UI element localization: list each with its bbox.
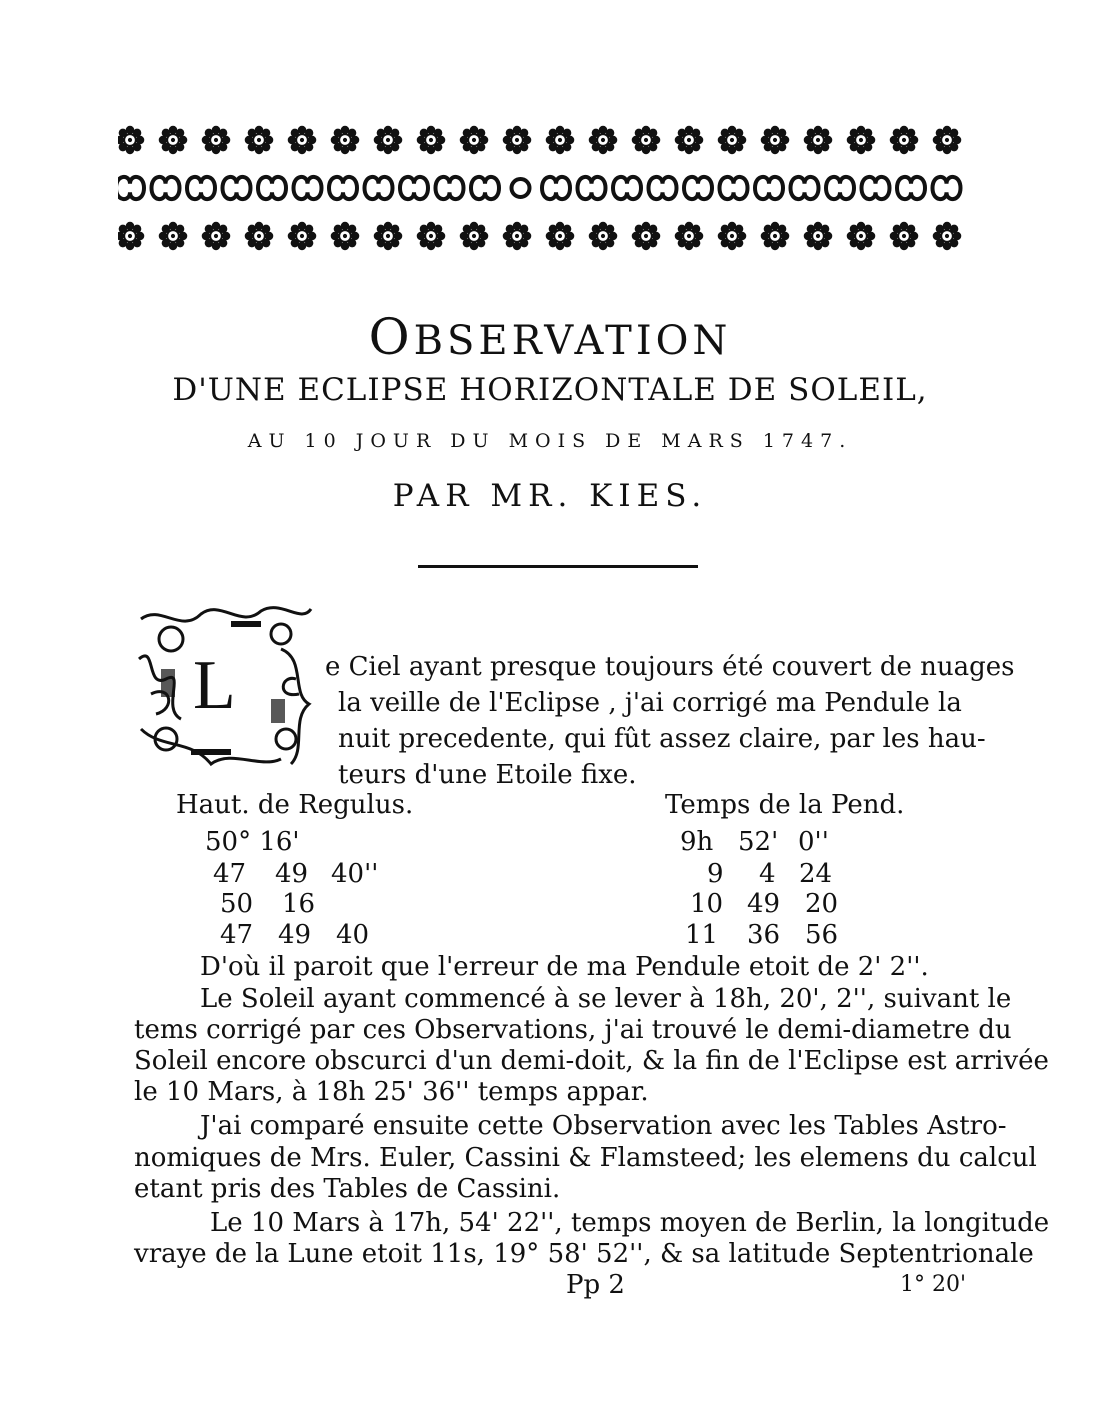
- scroll-ornament-icon: [329, 177, 357, 199]
- fleuron-icon: [460, 126, 489, 155]
- table-cell: 36: [747, 920, 781, 950]
- fleuron-icon: [589, 126, 618, 155]
- page-title: [0, 308, 1100, 366]
- fleuron-icon: [847, 222, 876, 251]
- scroll-ornament-icon: [258, 177, 286, 199]
- table-cell: 24: [799, 859, 833, 889]
- ornament-row-top: [118, 126, 961, 155]
- fleuron-icon: [718, 126, 747, 155]
- fleuron-icon: [890, 126, 919, 155]
- table-cell: 4: [759, 859, 776, 889]
- fleuron-icon: [761, 126, 790, 155]
- body-line: etant pris des Tables de Cassini.: [134, 1174, 561, 1204]
- scroll-ornament-icon: [223, 177, 251, 199]
- intro-line: la veille de l'Eclipse , j'ai corrigé ma Pendule la: [338, 688, 962, 718]
- drop-cap-letter: L: [193, 647, 236, 724]
- fleuron-icon: [503, 126, 532, 155]
- ornamental-header-band: [118, 118, 968, 258]
- ornament-row-bottom: [118, 222, 961, 251]
- fleuron-icon: [202, 222, 231, 251]
- table-row: [220, 920, 386, 950]
- fleuron-icon: [245, 126, 274, 155]
- table-cell: 9: [707, 859, 724, 889]
- scroll-ornament-icon: [187, 177, 215, 199]
- scroll-ornament-icon: [471, 177, 499, 199]
- fleuron-icon: [761, 222, 790, 251]
- body-line: tems corrigé par ces Observations, j'ai trouvé le demi-diametre du: [134, 1015, 1012, 1045]
- body-line: nomiques de Mrs. Euler, Cassini & Flamsteed; les elemens du calcul: [134, 1143, 1037, 1173]
- table-row: [205, 827, 440, 857]
- table-row: [220, 889, 378, 919]
- fleuron-icon: [718, 222, 747, 251]
- table-row: [213, 859, 391, 889]
- scroll-ornament-icon: [542, 177, 570, 199]
- body-line: vraye de la Lune etoit 11s, 19° 58' 52'', & sa latitude Septentrionale: [134, 1239, 1034, 1269]
- table-row: [707, 859, 849, 889]
- title-initial: O: [368, 308, 414, 366]
- fleuron-icon: [417, 126, 446, 155]
- body-line: J'ai comparé ensuite cette Observation avec les Tables Astro-: [200, 1111, 1007, 1141]
- fleuron-icon: [331, 126, 360, 155]
- fleuron-icon: [546, 222, 575, 251]
- table-row: [680, 827, 848, 857]
- scroll-ornament-icon: [436, 177, 464, 199]
- center-ring-icon: [512, 179, 530, 197]
- fleuron-icon: [890, 222, 919, 251]
- scroll-ornament-icon: [897, 177, 925, 199]
- fleuron-icon: [589, 222, 618, 251]
- intro-line: teurs d'une Etoile fixe.: [338, 760, 637, 790]
- table-cell: 47: [220, 920, 254, 950]
- table-cell: 10: [690, 889, 724, 919]
- body-line: le 10 Mars, à 18h 25' 36'' temps appar.: [134, 1077, 649, 1107]
- table-cell: 49: [278, 920, 312, 950]
- fleuron-icon: [546, 126, 575, 155]
- table-cell: 49: [747, 889, 781, 919]
- table-header-time: Temps de la Pend.: [665, 790, 905, 820]
- intro-line: e Ciel ayant presque toujours été couvert de nuages: [325, 652, 1015, 682]
- fleuron-icon: [159, 126, 188, 155]
- fleuron-icon: [460, 222, 489, 251]
- fleuron-icon: [118, 126, 144, 155]
- catchword: 1° 20': [900, 1272, 967, 1297]
- scroll-ornament-icon: [152, 177, 180, 199]
- fleuron-icon: [159, 222, 188, 251]
- scroll-ornament-icon: [791, 177, 819, 199]
- table-cell: 0'': [798, 827, 829, 857]
- scroll-ornament-icon: [578, 177, 606, 199]
- scroll-ornament-icon: [862, 177, 890, 199]
- author-line: PAR MR. KIES.: [392, 478, 708, 514]
- table-cell: 9h: [680, 827, 714, 857]
- ornament-row-middle: [118, 177, 961, 199]
- body-line: D'où il paroit que l'erreur de ma Pendule etoit de 2' 2''.: [200, 952, 929, 982]
- table-header-altitude: Haut. de Regulus.: [176, 790, 414, 820]
- scroll-ornament-icon: [118, 177, 144, 199]
- table-cell: 11: [685, 920, 719, 950]
- table-cell: 20: [805, 889, 839, 919]
- table-cell: 49: [275, 859, 309, 889]
- title-rest: BSERVATION: [413, 318, 732, 364]
- table-cell: 40: [336, 920, 370, 950]
- scroll-ornament-icon: [720, 177, 748, 199]
- signature-mark: Pp 2: [566, 1270, 625, 1300]
- table-row: [685, 920, 855, 950]
- fleuron-icon: [288, 222, 317, 251]
- date-line: AU 10 JOUR DU MOIS DE MARS 1747.: [247, 430, 853, 452]
- fleuron-icon: [847, 126, 876, 155]
- intro-line: nuit precedente, qui fût assez claire, par les hau-: [338, 724, 986, 754]
- fleuron-icon: [118, 222, 144, 251]
- body-line: Le Soleil ayant commencé à se lever à 18h, 20', 2'', suivant le: [200, 984, 1012, 1014]
- fleuron-icon: [632, 126, 661, 155]
- body-line: Le 10 Mars à 17h, 54' 22'', temps moyen de Berlin, la longitude: [210, 1208, 1050, 1238]
- scroll-ornament-icon: [933, 177, 961, 199]
- table-row: [690, 889, 855, 919]
- fleuron-icon: [374, 222, 403, 251]
- scroll-ornament-icon: [613, 177, 641, 199]
- fleuron-icon: [331, 222, 360, 251]
- fleuron-icon: [632, 222, 661, 251]
- fleuron-icon: [933, 222, 962, 251]
- table-cell: 56: [805, 920, 839, 950]
- fleuron-icon: [804, 222, 833, 251]
- fleuron-icon: [804, 126, 833, 155]
- body-line: Soleil encore obscurci d'un demi-doit, & la fin de l'Eclipse est arrivée: [134, 1046, 1049, 1076]
- table-cell: 52': [738, 827, 779, 857]
- fleuron-icon: [503, 222, 532, 251]
- drop-cap: [131, 599, 318, 779]
- fleuron-icon: [675, 126, 704, 155]
- fleuron-icon: [288, 126, 317, 155]
- fleuron-icon: [202, 126, 231, 155]
- fleuron-icon: [245, 222, 274, 251]
- subtitle: D'UNE ECLIPSE HORIZONTALE DE SOLEIL,: [172, 372, 928, 408]
- scroll-ornament-icon: [294, 177, 322, 199]
- scroll-ornament-icon: [365, 177, 393, 199]
- table-cell: 40'': [331, 859, 379, 889]
- scroll-ornament-icon: [826, 177, 854, 199]
- scroll-ornament-icon: [684, 177, 712, 199]
- scroll-ornament-icon: [649, 177, 677, 199]
- fleuron-icon: [417, 222, 446, 251]
- table-cell: 16: [282, 889, 316, 919]
- scroll-ornament-icon: [755, 177, 783, 199]
- fleuron-icon: [933, 126, 962, 155]
- table-cell: 47: [213, 859, 247, 889]
- fleuron-icon: [374, 126, 403, 155]
- table-cell: 50° 16': [205, 827, 300, 857]
- fleuron-icon: [675, 222, 704, 251]
- divider-rule: [418, 565, 698, 568]
- table-cell: 50: [220, 889, 254, 919]
- scroll-ornament-icon: [400, 177, 428, 199]
